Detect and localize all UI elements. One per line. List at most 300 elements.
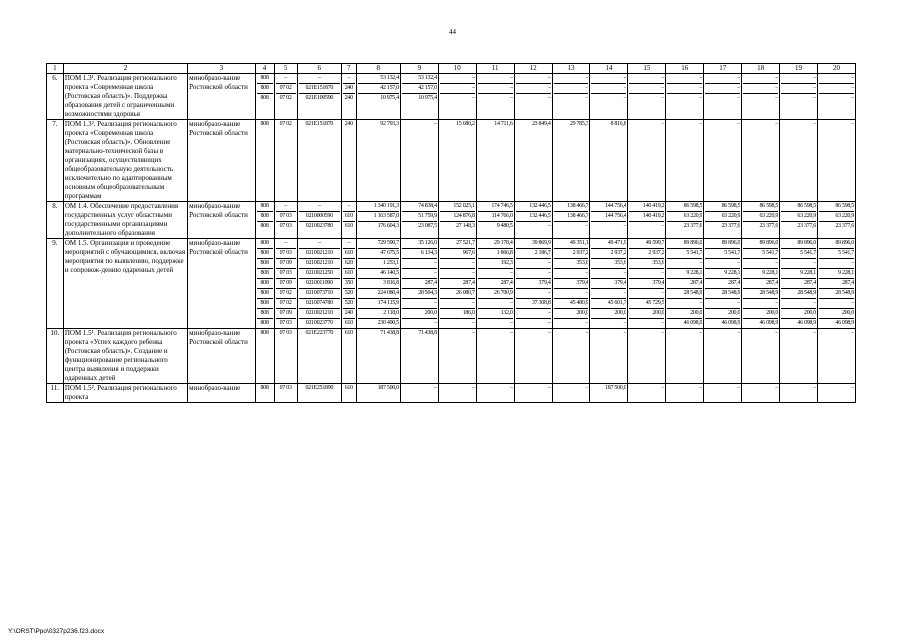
- footer-file-path: Y:\ORST\Ppo\0327p236.f23.docx: [8, 628, 105, 635]
- table-row: [47, 239, 856, 329]
- cell-line: –: [661, 330, 665, 336]
- cell-line: 2 186,7: [516, 248, 551, 258]
- cell-line: 808: [257, 258, 273, 268]
- cell-line: 353,6: [629, 258, 664, 268]
- cell-line: 379,4: [629, 278, 664, 288]
- row-number: 10.: [47, 329, 64, 384]
- cell-line: –: [591, 83, 626, 93]
- value-cell: [704, 202, 742, 239]
- cell-line: 63 220,9: [705, 211, 740, 221]
- executor: минобразо-вание Ростовской области: [188, 239, 255, 329]
- cell-line: –: [317, 240, 321, 246]
- cell-line: 86 598,5: [797, 203, 817, 209]
- measure-name: ПОМ 1.3¹. Реализация регионального проекта «Современная школа (Ростовская область)». Поддержка образования детей с ограниченными возможностями здоровья: [63, 74, 187, 120]
- cell-line: –: [402, 318, 437, 328]
- value-cell: [476, 202, 514, 239]
- cell-line: –: [516, 288, 551, 298]
- cell-line: 200,0: [402, 308, 437, 318]
- column-header: 17: [704, 64, 742, 74]
- cell-line: 192,3: [478, 258, 513, 268]
- cell-line: 3 816,8: [358, 278, 399, 288]
- cell-line: 46 098,9: [819, 318, 854, 328]
- cell-line: –: [819, 258, 854, 268]
- value-cell: [590, 239, 628, 329]
- cell-line: 287,4: [781, 278, 816, 288]
- cell-line: –: [591, 288, 626, 298]
- cell-line: 0210073710: [299, 288, 340, 298]
- cell-line: –: [554, 221, 589, 231]
- cell-line: 379,4: [516, 278, 551, 288]
- cell-line: –: [317, 75, 321, 81]
- column-header: 14: [590, 64, 628, 74]
- cell-line: 144 756,4: [591, 211, 626, 221]
- cell-line: 8 816,8: [610, 121, 627, 127]
- cell-line: 49 599,7: [645, 240, 665, 246]
- cell-line: 808: [257, 83, 273, 93]
- value-cell: [438, 329, 476, 384]
- column-header: 3: [188, 64, 255, 74]
- executor: минобразо-вание Ростовской области: [188, 329, 255, 384]
- cell-line: 15 680,2: [456, 121, 475, 127]
- cell-line: 86 598,5: [683, 203, 703, 209]
- cell-line: –: [743, 298, 778, 308]
- table-row: [47, 329, 856, 384]
- cell-line: –: [440, 268, 475, 278]
- cell-line: –: [591, 93, 626, 103]
- cell-line: 610: [344, 385, 353, 391]
- cell-line: 021Е151870: [305, 121, 334, 127]
- cell-line: 0210021210: [299, 308, 340, 318]
- cell-line: –: [705, 93, 740, 103]
- measure-name: ПОМ 1.5¹. Реализация регионального проекта «Успех каждого ребенка (Ростовская область)». Создание и функционирование регионального центра выявления и поддержки одаренных детей: [63, 329, 187, 384]
- column-header: 7: [341, 64, 356, 74]
- cell-line: 0210023770: [299, 318, 340, 328]
- cell-line: –: [478, 93, 513, 103]
- cell-line: 07 09: [276, 278, 296, 288]
- column-header: 1: [47, 64, 64, 74]
- value-cell: [742, 120, 780, 202]
- value-cell: [590, 329, 628, 384]
- cell-line: –: [554, 318, 589, 328]
- cell-line: 71 438,8: [418, 330, 437, 336]
- cell-line: 74 838,4: [418, 203, 437, 209]
- cell-line: 53 132,4: [380, 75, 399, 81]
- cell-line: 187 500,0: [605, 385, 627, 391]
- cell-line: 132,0: [478, 308, 513, 318]
- cell-line: 5 541,7: [743, 248, 778, 258]
- cell-line: 86 598,5: [759, 203, 779, 209]
- cell-line: 808: [260, 203, 269, 209]
- cell-line: –: [472, 385, 475, 391]
- cell-line: 07 03: [279, 330, 292, 336]
- cell-line: –: [775, 121, 779, 127]
- cell-line: 89 896,0: [683, 240, 703, 246]
- cell-line: –: [781, 93, 816, 103]
- cell-line: 0210021250: [299, 268, 340, 278]
- cell-line: –: [516, 318, 551, 328]
- value-cell: [274, 202, 297, 239]
- cell-line: 240: [344, 310, 353, 316]
- table-row: [47, 120, 856, 202]
- column-header: 16: [666, 64, 704, 74]
- cell-line: 1 253,1: [358, 258, 399, 268]
- executor: минобразо-вание Ростовской области: [188, 202, 255, 239]
- cell-line: 0210021210: [299, 248, 340, 258]
- cell-line: 808: [257, 288, 273, 298]
- value-cell: [255, 384, 274, 403]
- value-cell: [780, 239, 818, 329]
- column-header: 20: [818, 64, 856, 74]
- value-cell: [552, 120, 590, 202]
- cell-line: 138 466,7: [554, 211, 589, 221]
- cell-line: –: [623, 75, 627, 81]
- value-cell: [341, 239, 356, 329]
- cell-line: –: [516, 93, 551, 103]
- value-cell: [628, 239, 666, 329]
- value-cell: [742, 384, 780, 403]
- cell-line: –: [699, 330, 703, 336]
- cell-line: –: [737, 75, 741, 81]
- value-cell: [590, 74, 628, 120]
- value-cell: [297, 74, 341, 120]
- value-cell: [666, 384, 704, 403]
- value-cell: [400, 239, 438, 329]
- cell-line: –: [629, 268, 664, 278]
- cell-line: 808: [257, 211, 273, 221]
- cell-line: –: [667, 258, 702, 268]
- cell-line: –: [509, 75, 513, 81]
- column-header: 8: [356, 64, 400, 74]
- cell-line: 224 080,4: [358, 288, 399, 298]
- cell-line: 2 937,2: [591, 248, 626, 258]
- cell-line: 1 340 191,3: [373, 203, 399, 209]
- cell-line: 63 220,9: [819, 211, 854, 221]
- value-cell: [274, 239, 297, 329]
- cell-line: –: [623, 330, 627, 336]
- cell-line: –: [629, 93, 664, 103]
- executor: минобразо-вание Ростовской области: [188, 74, 255, 120]
- cell-line: 287,4: [478, 278, 513, 288]
- cell-line: –: [440, 258, 475, 268]
- cell-line: –: [667, 298, 702, 308]
- cell-line: –: [284, 75, 287, 81]
- cell-line: –: [775, 385, 779, 391]
- cell-line: 379,4: [591, 278, 626, 288]
- program-finance-table: [46, 63, 856, 403]
- cell-line: 42 157,0: [402, 83, 437, 93]
- cell-line: 200,0: [629, 308, 664, 318]
- cell-line: 29 178,4: [494, 240, 513, 246]
- cell-line: 46 098,9: [705, 318, 740, 328]
- cell-line: 200,0: [743, 308, 778, 318]
- cell-line: 174 115,9: [358, 298, 399, 308]
- cell-line: –: [516, 268, 551, 278]
- cell-line: –: [509, 385, 513, 391]
- value-cell: [356, 202, 400, 239]
- value-cell: [274, 384, 297, 403]
- cell-line: 808: [260, 240, 269, 246]
- cell-line: –: [585, 330, 589, 336]
- cell-line: 92 793,3: [380, 121, 399, 127]
- cell-line: 07 03: [279, 385, 292, 391]
- cell-line: 23 087,5: [402, 221, 437, 231]
- cell-line: 0210023780: [299, 221, 340, 231]
- value-cell: [341, 74, 356, 120]
- value-cell: [297, 120, 341, 202]
- cell-line: –: [629, 221, 664, 231]
- cell-line: 353,6: [591, 258, 626, 268]
- cell-line: –: [478, 268, 513, 278]
- measure-name: ПОМ 1.5². Реализация регионального проекта: [63, 384, 187, 403]
- cell-line: 140 419,2: [629, 211, 664, 221]
- cell-line: 021Е151870: [299, 83, 340, 93]
- cell-line: 021Е223770: [305, 330, 334, 336]
- column-header: 6: [297, 64, 341, 74]
- cell-line: 6 134,3: [402, 248, 437, 258]
- value-cell: [818, 120, 856, 202]
- cell-line: –: [516, 221, 551, 231]
- cell-line: 45 480,9: [554, 298, 589, 308]
- cell-line: 23 377,6: [819, 221, 854, 231]
- cell-line: 27 148,3: [440, 221, 475, 231]
- value-cell: [742, 329, 780, 384]
- cell-line: –: [851, 385, 854, 391]
- value-cell: [255, 74, 274, 120]
- cell-line: 45 729,5: [629, 298, 664, 308]
- cell-line: 89 896,0: [721, 240, 741, 246]
- cell-line: 200,0: [705, 308, 740, 318]
- value-cell: [356, 384, 400, 403]
- cell-line: 23 377,6: [705, 221, 740, 231]
- cell-line: –: [629, 83, 664, 93]
- row-number: 7.: [47, 120, 64, 202]
- cell-line: 28 548,9: [819, 288, 854, 298]
- cell-line: –: [440, 318, 475, 328]
- cell-line: 49 351,1: [569, 240, 589, 246]
- cell-line: –: [743, 83, 778, 93]
- cell-line: 287,4: [743, 278, 778, 288]
- value-cell: [476, 384, 514, 403]
- cell-line: 07 02: [276, 83, 296, 93]
- column-header: 12: [514, 64, 552, 74]
- column-header: 9: [400, 64, 438, 74]
- cell-line: 07 03: [276, 221, 296, 231]
- cell-line: –: [851, 75, 854, 81]
- cell-line: 47 675,5: [358, 248, 399, 258]
- value-cell: [704, 74, 742, 120]
- cell-line: –: [851, 330, 854, 336]
- cell-line: –: [813, 75, 817, 81]
- cell-line: 5 541,7: [667, 248, 702, 258]
- cell-line: –: [591, 318, 626, 328]
- column-header: 13: [552, 64, 590, 74]
- table-row: [47, 202, 856, 239]
- value-cell: [438, 74, 476, 120]
- cell-line: –: [781, 258, 816, 268]
- cell-line: 23 377,6: [743, 221, 778, 231]
- cell-line: –: [554, 268, 589, 278]
- cell-line: 1 866,8: [478, 248, 513, 258]
- row-number: 9.: [47, 239, 64, 329]
- value-cell: [666, 329, 704, 384]
- cell-line: 89 896,0: [759, 240, 779, 246]
- value-cell: [274, 120, 297, 202]
- cell-line: 240: [344, 95, 353, 101]
- cell-line: 9 228,1: [819, 268, 854, 278]
- cell-line: –: [661, 75, 665, 81]
- cell-line: 200,0: [667, 308, 702, 318]
- cell-line: 45 601,7: [591, 298, 626, 308]
- cell-line: 132 446,5: [529, 203, 551, 209]
- row-number: 11.: [47, 384, 64, 403]
- cell-line: 2 937,2: [554, 248, 589, 258]
- cell-line: 808: [260, 75, 269, 81]
- cell-line: 0210000590: [299, 211, 340, 221]
- cell-line: 132 446,5: [516, 211, 551, 221]
- cell-line: 520: [344, 290, 353, 296]
- cell-line: –: [478, 298, 513, 308]
- cell-line: –: [819, 93, 854, 103]
- cell-line: –: [781, 298, 816, 308]
- cell-line: –: [516, 83, 551, 93]
- cell-line: 610: [344, 213, 353, 219]
- cell-line: 46 098,9: [781, 318, 816, 328]
- cell-line: 808: [257, 278, 273, 288]
- cell-line: 89 896,0: [797, 240, 817, 246]
- cell-line: –: [347, 75, 351, 81]
- value-cell: [514, 120, 552, 202]
- cell-line: –: [743, 258, 778, 268]
- value-cell: [704, 329, 742, 384]
- cell-line: 353,6: [554, 258, 589, 268]
- cell-line: –: [705, 258, 740, 268]
- cell-line: 200,0: [781, 308, 816, 318]
- cell-line: 5 541,7: [781, 248, 816, 258]
- value-cell: [255, 329, 274, 384]
- cell-line: –: [667, 93, 702, 103]
- value-cell: [780, 74, 818, 120]
- value-cell: [704, 384, 742, 403]
- cell-line: 29 785,3: [569, 121, 589, 127]
- cell-line: –: [813, 330, 817, 336]
- cell-line: 63 220,9: [781, 211, 816, 221]
- value-cell: [476, 239, 514, 329]
- cell-line: –: [516, 308, 551, 318]
- cell-line: 28 548,9: [667, 288, 702, 298]
- cell-line: –: [819, 298, 854, 308]
- cell-line: 808: [257, 308, 273, 318]
- cell-line: 114 766,0: [478, 211, 513, 221]
- column-header: 4: [255, 64, 274, 74]
- value-cell: [400, 329, 438, 384]
- cell-line: 808: [260, 330, 269, 336]
- cell-line: 71 438,8: [380, 330, 399, 336]
- cell-line: –: [440, 298, 475, 308]
- cell-line: 63 220,9: [667, 211, 702, 221]
- value-cell: [274, 74, 297, 120]
- row-number: 6.: [47, 74, 64, 120]
- measure-name: ПОМ 1.3². Реализация регионального проекта «Современная школа (Ростовская область)». Обновление материально-технической базы в организациях, осуществляющих общеобразовательную деятельность исключительно по адаптированным основным общеобразовательным программам: [63, 120, 187, 202]
- cell-line: 07 03: [276, 268, 296, 278]
- value-cell: [341, 384, 356, 403]
- value-cell: [818, 74, 856, 120]
- cell-line: –: [629, 318, 664, 328]
- cell-line: 350: [344, 280, 353, 286]
- cell-line: 808: [257, 221, 273, 231]
- cell-line: –: [591, 268, 626, 278]
- value-cell: [742, 74, 780, 120]
- cell-line: 07 03: [276, 318, 296, 328]
- cell-line: –: [554, 83, 589, 93]
- cell-line: 23 849,4: [531, 121, 551, 127]
- value-cell: [514, 74, 552, 120]
- value-cell: [356, 239, 400, 329]
- value-cell: [628, 74, 666, 120]
- cell-line: 9 228,1: [743, 268, 778, 278]
- cell-line: 07 02: [276, 298, 296, 308]
- value-cell: [438, 239, 476, 329]
- cell-line: 287,4: [819, 278, 854, 288]
- cell-line: 9 480,5: [478, 221, 513, 231]
- column-header: 2: [63, 64, 187, 74]
- cell-line: 808: [257, 268, 273, 278]
- value-cell: [514, 329, 552, 384]
- cell-line: –: [813, 121, 817, 127]
- value-cell: [356, 120, 400, 202]
- cell-line: 620: [344, 260, 353, 266]
- value-cell: [590, 120, 628, 202]
- cell-line: –: [629, 288, 664, 298]
- cell-line: 23 377,6: [781, 221, 816, 231]
- value-cell: [255, 120, 274, 202]
- cell-line: –: [547, 330, 551, 336]
- cell-line: 729 590,7: [377, 240, 399, 246]
- value-cell: [666, 202, 704, 239]
- cell-line: 610: [344, 223, 353, 229]
- cell-line: 152 025,1: [453, 203, 475, 209]
- cell-line: 610: [344, 330, 353, 336]
- cell-line: –: [516, 258, 551, 268]
- cell-line: 186,0: [440, 308, 475, 318]
- cell-line: 808: [257, 318, 273, 328]
- value-cell: [590, 384, 628, 403]
- value-cell: [666, 74, 704, 120]
- value-cell: [780, 384, 818, 403]
- value-cell: [400, 202, 438, 239]
- value-cell: [628, 329, 666, 384]
- cell-line: –: [705, 298, 740, 308]
- cell-line: 379,4: [554, 278, 589, 288]
- value-cell: [297, 384, 341, 403]
- cell-line: 51 759,9: [402, 211, 437, 221]
- cell-line: 610: [344, 270, 353, 276]
- value-cell: [400, 74, 438, 120]
- cell-line: 240: [344, 121, 353, 127]
- cell-line: 07 02: [279, 121, 292, 127]
- cell-line: 808: [257, 248, 273, 258]
- cell-line: 10 975,4: [402, 93, 437, 103]
- measure-name: ОМ 1.4. Обеспечение предоставления государственных услуг областными государственными организациями дополнительного образования: [63, 202, 187, 239]
- cell-line: 0210011090: [299, 278, 340, 288]
- value-cell: [297, 202, 341, 239]
- cell-line: 808: [260, 121, 269, 127]
- cell-line: 42 157,0: [358, 83, 399, 93]
- cell-line: 07 03: [276, 211, 296, 221]
- cell-line: –: [347, 203, 351, 209]
- cell-line: 0210074780: [299, 298, 340, 308]
- cell-line: –: [347, 240, 351, 246]
- value-cell: [704, 239, 742, 329]
